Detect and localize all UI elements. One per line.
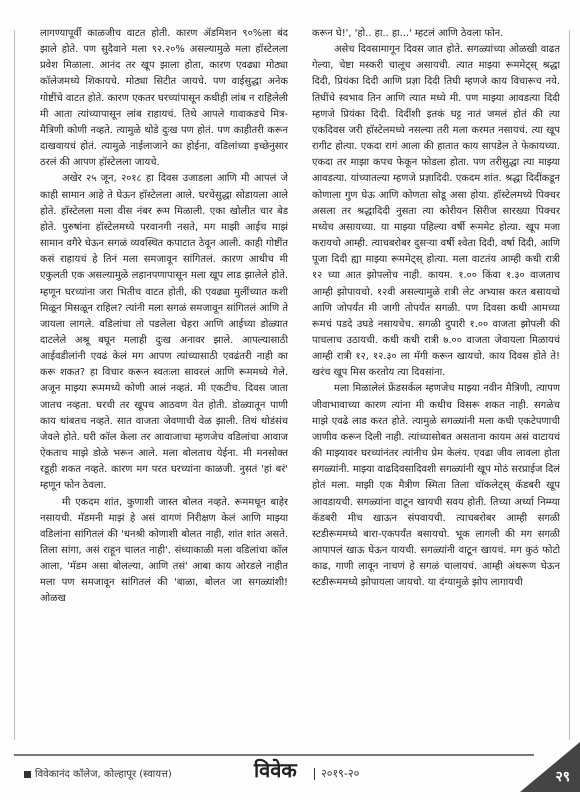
paragraph: असेच दिवसामागून दिवस जात होते. सगळ्यांच्या ओळखी वाढत गेल्या, चेष्टा मस्करी चालूच असायची. त्यात माझ्या रूममेट्स् श्रद्धा दिदी, प्रियंका दिदी आणि प्रज्ञा दिदी तिघी म्हणजे काय विचारूच नये. तिघींचे स्वभाव तिन आणि त्यात मध्ये मी. पण माझ्या आवडत्या दिदी म्हणजे प्रियंका दिदी. दिदींशी इतकं घट्ट नातं जमलं होतं की त्या एकदिवस जरी हॉस्टेलमध्ये नसल्या तरी मला करमत नसायचं. त्या खूप रागीट होत्या. एकदा रागं आला की हातात काय सापडेल ते फेकायच्या. एकदा तर माझा कपच फेकून फोडला होता. पण तरीसुद्धा त्या माझ्या आवडत्या. यांच्यातल्या म्हणजे प्रज्ञादिदी. एकदम शांत. श्रद्धा दिदींकडून कोणाला गुण घेऊ आणि कोणता सोडू असा होया. हॉस्टेलमध्ये पिक्चर असला तर श्रद्धादिदी नुसता त्या कोरीयन सिरीज सारख्या पिक्चर मध्येच असायच्या. या माझ्या पहिल्या वर्षी रूममेट होत्या. खूप मजा करायचो आम्ही. त्याचबरोबर दुसऱ्या वर्षी श्वेता दिदी, वर्षा दिदी, आणि पूजा दिदी ह्या माझ्या रूममेट्स् होत्या. मला वाटतंय आम्ही कधी रात्री १२ च्या आत झोपलोच नाही. कायम. १.०० किंवा १.३० वाजताच आम्ही झोपायचो. १२वी असल्यामुळे रात्री लेट अभ्यास करत बसायचो आणि जोपर्यंत मी जागी तोपर्यंत सगळी. पण दिवसा कधी आमच्या रूमचं पडदे उघडे नसायचेच. सगळी दुपारी १.०० वाजता झोपली की पाचलाच उठायची. कधी कधी रात्री ७.०० वाजता जेवायला मिळायचं आम्ही रात्री १२, १२.३० ला मॅगी करून खायचो. काय दिवस होते ते! खरंच खूप मिस करतोय त्या दिवसांना. — [312, 44, 560, 379]
left-column — [40, 26, 288, 746]
square-bullet-icon — [24, 771, 31, 778]
paragraph: लागण्यापूर्वी काळजीच वाटत होती. कारण ॲडमिशन ९०%ला बंद झाले होते. पण सुदैवाने मला ९२.२०% असल्यामुळे मला हॉस्टेलला प्रवेश मिळाला. आनंद तर खूप झाला होता, कारण एवढ्या मोठ्या कॉलेजमध्ये शिकायचे. मोठ्या सिटीत जायचे. पण वाईसुद्धा अनेक गोष्टींचे वाटत होते. कारण एकतर घरच्यांपासून कधीही लांब न राहिलेली मी आता त्यांच्यापासून लांब राहायचं. तिथे आपले गावाकडचे मित्र-मैत्रिणी कोणी नव्हते. त्यामुळे थोडे दुःख पण होतं. पण काहीतरी करून दाखवायचं होतं. त्यामुळे नाईलाजाने का होईना, वडिलांच्या इच्छेनुसार ठरलं की आपण हॉस्टेलला जायचे. — [40, 28, 288, 169]
article-columns — [40, 26, 560, 746]
right-column — [312, 26, 560, 746]
footer-year: २०१९-२० — [314, 766, 359, 781]
page-footer — [14, 748, 570, 788]
footer-college — [24, 766, 172, 780]
paragraph: मला मिळालेलं फ्रेंडसर्कल म्हणजेच माझ्या नवीन मैत्रिणी, त्यापण जीवाभावाच्या कारण त्यांना मी कधीच विसरू शकत नाही. सगळेच माझे एवढे लाड करत होते. त्यामुळे सगळ्यांनी मला कधी एकटेपणाची जाणीव करून दिली नाही. त्यांच्यासोबत असताना कायम असं वाटायचं की माझ्यावर घरच्यांनंतर त्यांनीच प्रेम केलंय. एवढा जीव लावला होता सगळ्यांनी. माझ्या वाढदिवसादिवशी सगळ्यांनी खूप मोठं सरप्राईज दिलं होतं मला. माझी एक मैत्रीण स्मिता तिला चॉकलेट्स् कॅडबरी खूप आवडायची. सगळ्यांना वाटून खायची सवय होती. तिच्या अर्ध्या निम्म्या कॅडबरी मीच खाऊन संपवायची. त्याचबरोबर आम्ही सगळी स्टडीरूममध्ये बारा-एकपर्यंत बसायचो. भूक लागली की मग सगळी आपापलं खाऊ घेऊन यायची. सगळ्यांनी वाटून खायचं. मग कुठं फोटो काढ, गाणी लावून नाचणं हे सगळं चालायचं. आम्ही अंथरूण घेऊन स्टडीरूममध्ये झोपायला जायचो. या दंग्यामुळे झोप लागायची — [312, 383, 560, 589]
page-corner-triangle — [520, 742, 580, 792]
page-number: २९ — [555, 769, 570, 785]
paragraph: मी एकदम शांत, कुणाशी जास्त बोलत नव्हते. रूममधून बाहेर नसायची. मॅडमनी माझं हे असं वागणं निरीक्षण केलं आणि माझ्या वडिलांना सांगितलं की 'धनश्री कोणाशी बोलत नाही, शांत शांत असते. तिला सांगा, असं राहून चालत नाही'. संध्याकाळी मला वडिलांचा कॉल आला, 'मॅडम असा बोलल्या, आणि तसं' आबा काय ओरडले नाहीत मला पण समजावून सांगितलं की 'बाळा, बोलत जा सगळ्यांशी! ओळख — [40, 496, 288, 605]
right-border-line — [569, 30, 570, 740]
left-border-line — [14, 30, 15, 740]
college-name: विवेकानंद कॉलेज, कोल्हापूर (स्वायत्त) — [35, 769, 172, 780]
magazine-logo: विवेक — [254, 758, 297, 782]
paragraph: करून घे!', 'हो.. हा.. हा...' म्हटलं आणि ठेवला फोन. — [312, 28, 504, 39]
paragraph: अखेर २५ जून, २०१८ हा दिवस उजाडला आणि मी आपलं जे काही सामान आहे ते घेऊन हॉस्टेलला आले. घरचेसुद्धा सोडायला आले होते. हॉस्टेलला मला वीस नंबर रूम मिळाली. एका खोलीत चार बेड होते. पुरुषांना हॉस्टेलमध्ये परवानगी नसते, मग माझी आईच माझं सामान वगैरे घेऊन सगळं व्यवस्थित कपाटात ठेवून आली. काही गोष्टींत कसं राहायचं हे तिनं मला समजावून सांगितलं. कारण आधीच मी एकुलती एक असल्यामुळे लहानपणापासून मला खूप लाड झालेले होते. म्हणून घरच्यांना जरा भितीच वाटत होती, की एवढ्या मुलींच्यात कशी मिळून मिसळून राहिल? त्यांनी मला सगळं समजावून सांगितलं आणि ते जायला लागले. वडिलांचा तो पडलेला चेहरा आणि आईच्या डोळ्यात दाटलेले अश्रू बघून मलाही दुःख अनावर झाले. आपल्यासाठी आईवडीलांनी एवढं केलं मग आपण त्यांच्यासाठी एवढंतरी नाही का करू शकत? हा विचार करून स्वतःला सावरलं आणि रूममध्ये गेले. अजून माझ्या रूममध्ये कोणी आलं नव्हतं. मी एकटीच. दिवस जाता जातच नव्हता. घरची तर खूपच आठवण येत होती. डोळ्यातून पाणी काय थांबतच नव्हते. सात वाजता जेवणाची वेळ झाली. तिथं थोडंसंच जेवले होते. घरी कॉल केला तर आवाजाचा म्हणजेच वडिलांचा आवाज ऐकताच माझे डोळे भरून आले. मला बोलताच येईना. मी मनसोक्त रडूही शकत नव्हते. कारण मग परत घरच्यांना काळजी. नुसतं 'हां बरं' म्हणून फोन ठेवला. — [40, 173, 288, 492]
